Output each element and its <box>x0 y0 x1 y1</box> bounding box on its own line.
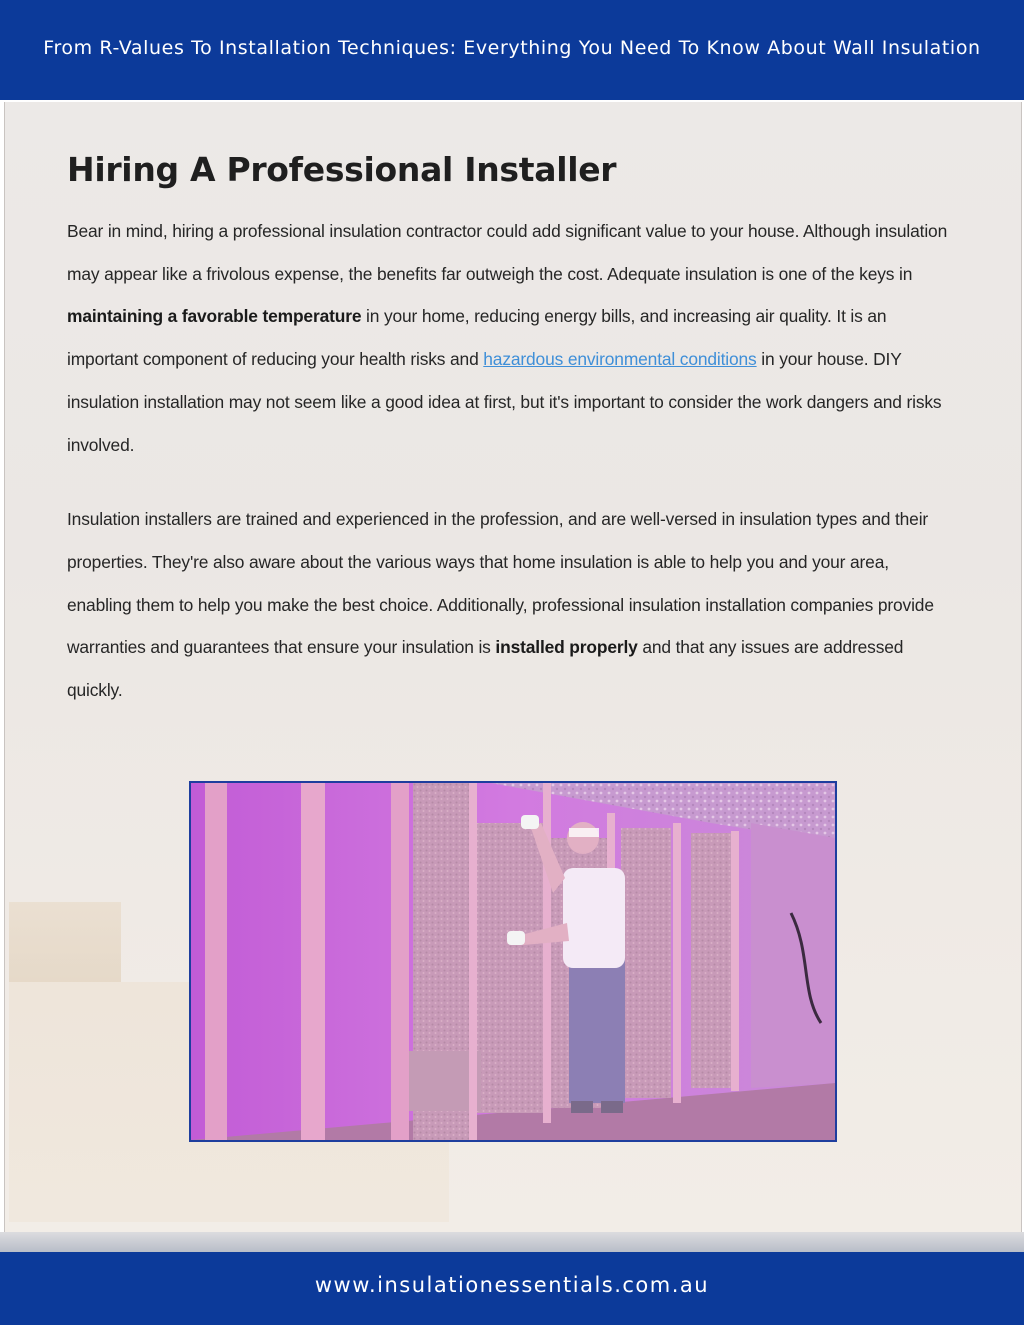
paragraph-text: in your house. DIY insulation installation may not seem like a good idea at first, but it's important to consider the work dangers and risks involved. <box>67 349 942 455</box>
header-banner <box>0 0 1024 100</box>
footer-banner <box>0 1252 1024 1325</box>
hazardous-conditions-link[interactable]: hazardous environmental conditions <box>483 349 757 370</box>
website-url[interactable]: www.insulationessentials.com.au <box>314 1272 710 1297</box>
installer-photo-illustration <box>191 783 835 1140</box>
paragraph-text: Insulation installers are trained and experienced in the profession, and are well-versed in insulation types and their properties. They're also aware about the various ways that home insulation is able to help you and your area, enabling them to help you make the best choice. Additionally, professional insulation installation companies provide warranties and guarantees that ensure your insulation is <box>67 509 934 658</box>
article-content <box>67 145 957 712</box>
paragraph-text: Bear in mind, hiring a professional insulation contractor could add significant value to your house. Although insulation may appear like a frivolous expense, the benefits far outweigh the cost. Adequate insulation is one of the keys in <box>67 221 948 284</box>
decorative-wood-block <box>9 902 121 982</box>
paragraph-installers <box>67 498 957 712</box>
paragraph-text: and that any issues are addressed quickly. <box>67 637 904 701</box>
paragraph-benefits <box>67 210 957 466</box>
document-title: From R-Values To Installation Techniques: Everything You Need To Know About Wall Insulation <box>43 37 981 59</box>
installer-photo <box>189 781 837 1142</box>
footer-divider <box>0 1232 1024 1252</box>
section-heading: Hiring A Professional Installer <box>67 150 617 189</box>
paragraph-text: in your home, reducing energy bills, and increasing air quality. It is an important component of reducing your health risks and <box>67 306 887 370</box>
bold-phrase: maintaining a favorable temperature <box>67 306 362 327</box>
bold-phrase: installed properly <box>495 637 638 658</box>
